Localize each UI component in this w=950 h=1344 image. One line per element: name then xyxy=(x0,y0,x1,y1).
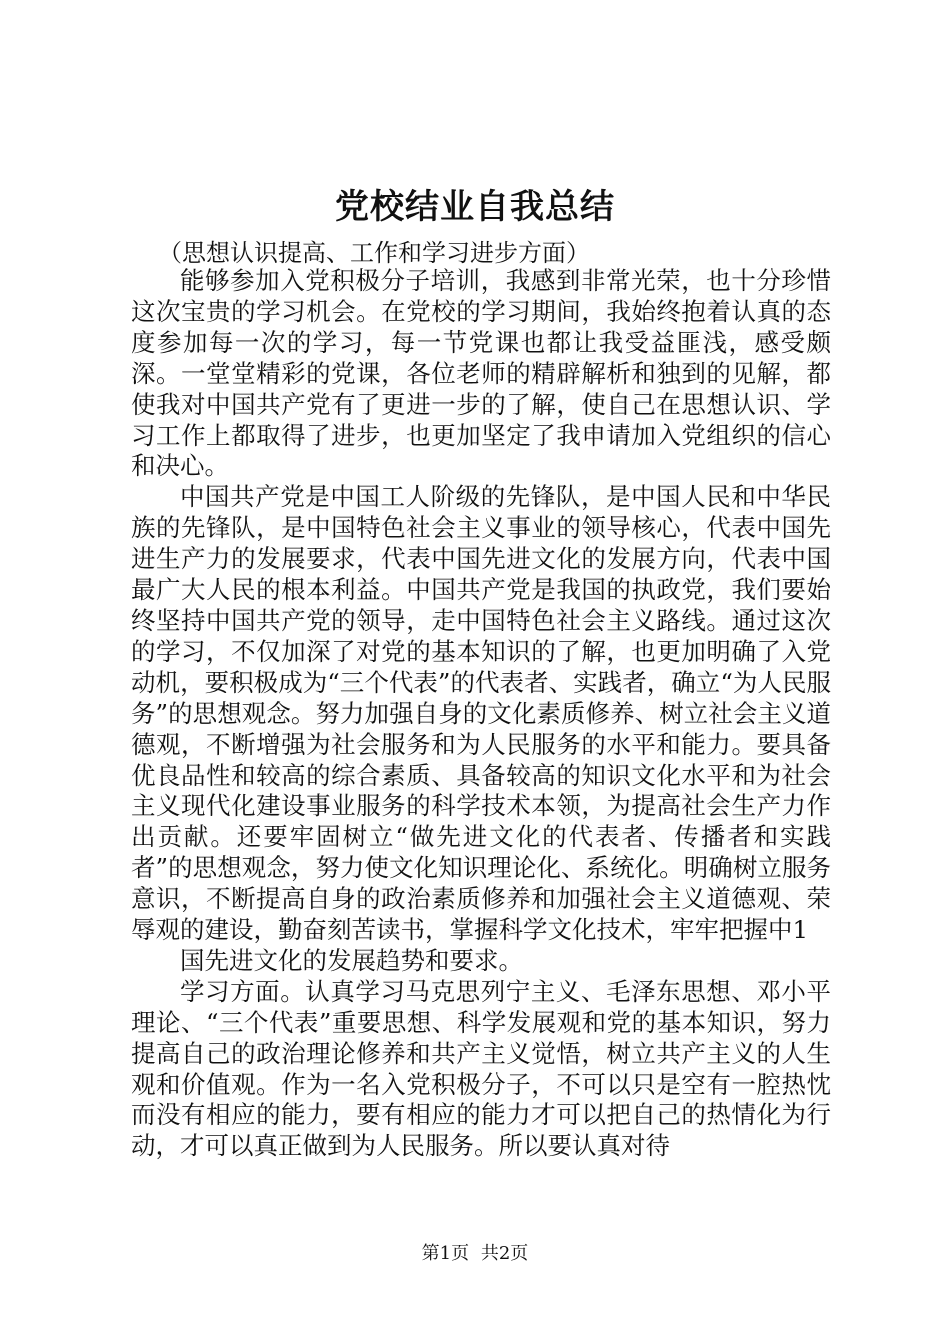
paragraph-2: 中国共产党是中国工人阶级的先锋队，是中国人民和中华民族的先锋队，是中国特色社会主义事业的领导核心，代表中国先进生产力的发展要求，代表中国先进文化的发展方向，代表中国最广大人民的根本利益。中国共产党是我国的执政党，我们要始终坚持中国共产党的领导，走中国特色社会主义路线。通过这次的学习，不仅加深了对党的基本知识的了解，也更加明确了入党动机，要积极成为“三个代表”的代表者、实践者，确立“为人民服务”的思想观念。努力加强自身的文化素质修养、树立社会主义道德观，不断增强为社会服务和为人民服务的水平和能力。要具备优良品性和较高的综合素质、具备较高的知识文化水平和为社会主义现代化建设事业服务的科学技术本领，为提高社会生产力作出贡献。还要牢固树立“做先进文化的代表者、传播者和实践者”的思想观念，努力使文化知识理论化、系统化。明确树立服务意识，不断提高自身的政治素质修养和加强社会主义道德观、荣辱观的建设，勤奋刻苦读书，掌握科学文化技术，牢牢把握中1 xyxy=(131,482,831,945)
paragraph-4: 学习方面。认真学习马克思列宁主义、毛泽东思想、邓小平理论、“三个代表”重要思想、科学发展观和党的基本知识，努力提高自己的政治理论修养和共产主义觉悟，树立共产主义的人生观和价值观。作为一名入党积极分子，不可以只是空有一腔热忱而没有相应的能力，要有相应的能力才可以把自己的热情化为行动，才可以真正做到为人民服务。所以要认真对待 xyxy=(131,976,831,1161)
document-subtitle: （思想认识提高、工作和学习进步方面） xyxy=(158,239,590,267)
page-number-current: 第1页 xyxy=(421,1243,470,1264)
paragraph-1: 能够参加入党积极分子培训，我感到非常光荣，也十分珍惜这次宝贵的学习机会。在党校的学习期间，我始终抱着认真的态度参加每一次的学习，每一节党课也都让我受益匪浅，感受颇深。一堂堂精彩的党课，各位老师的精辟解析和独到的见解，都使我对中国共产党有了更进一步的了解，使自己在思想认识、学习工作上都取得了进步，也更加坚定了我申请加入党组织的信心和决心。 xyxy=(131,266,831,481)
page-footer xyxy=(0,1242,950,1266)
document-title: 党校结业自我总结 xyxy=(335,187,615,227)
page-number-total: 共2页 xyxy=(480,1243,529,1264)
document-body xyxy=(131,266,831,1162)
paragraph-3: 国先进文化的发展趋势和要求。 xyxy=(180,945,523,975)
